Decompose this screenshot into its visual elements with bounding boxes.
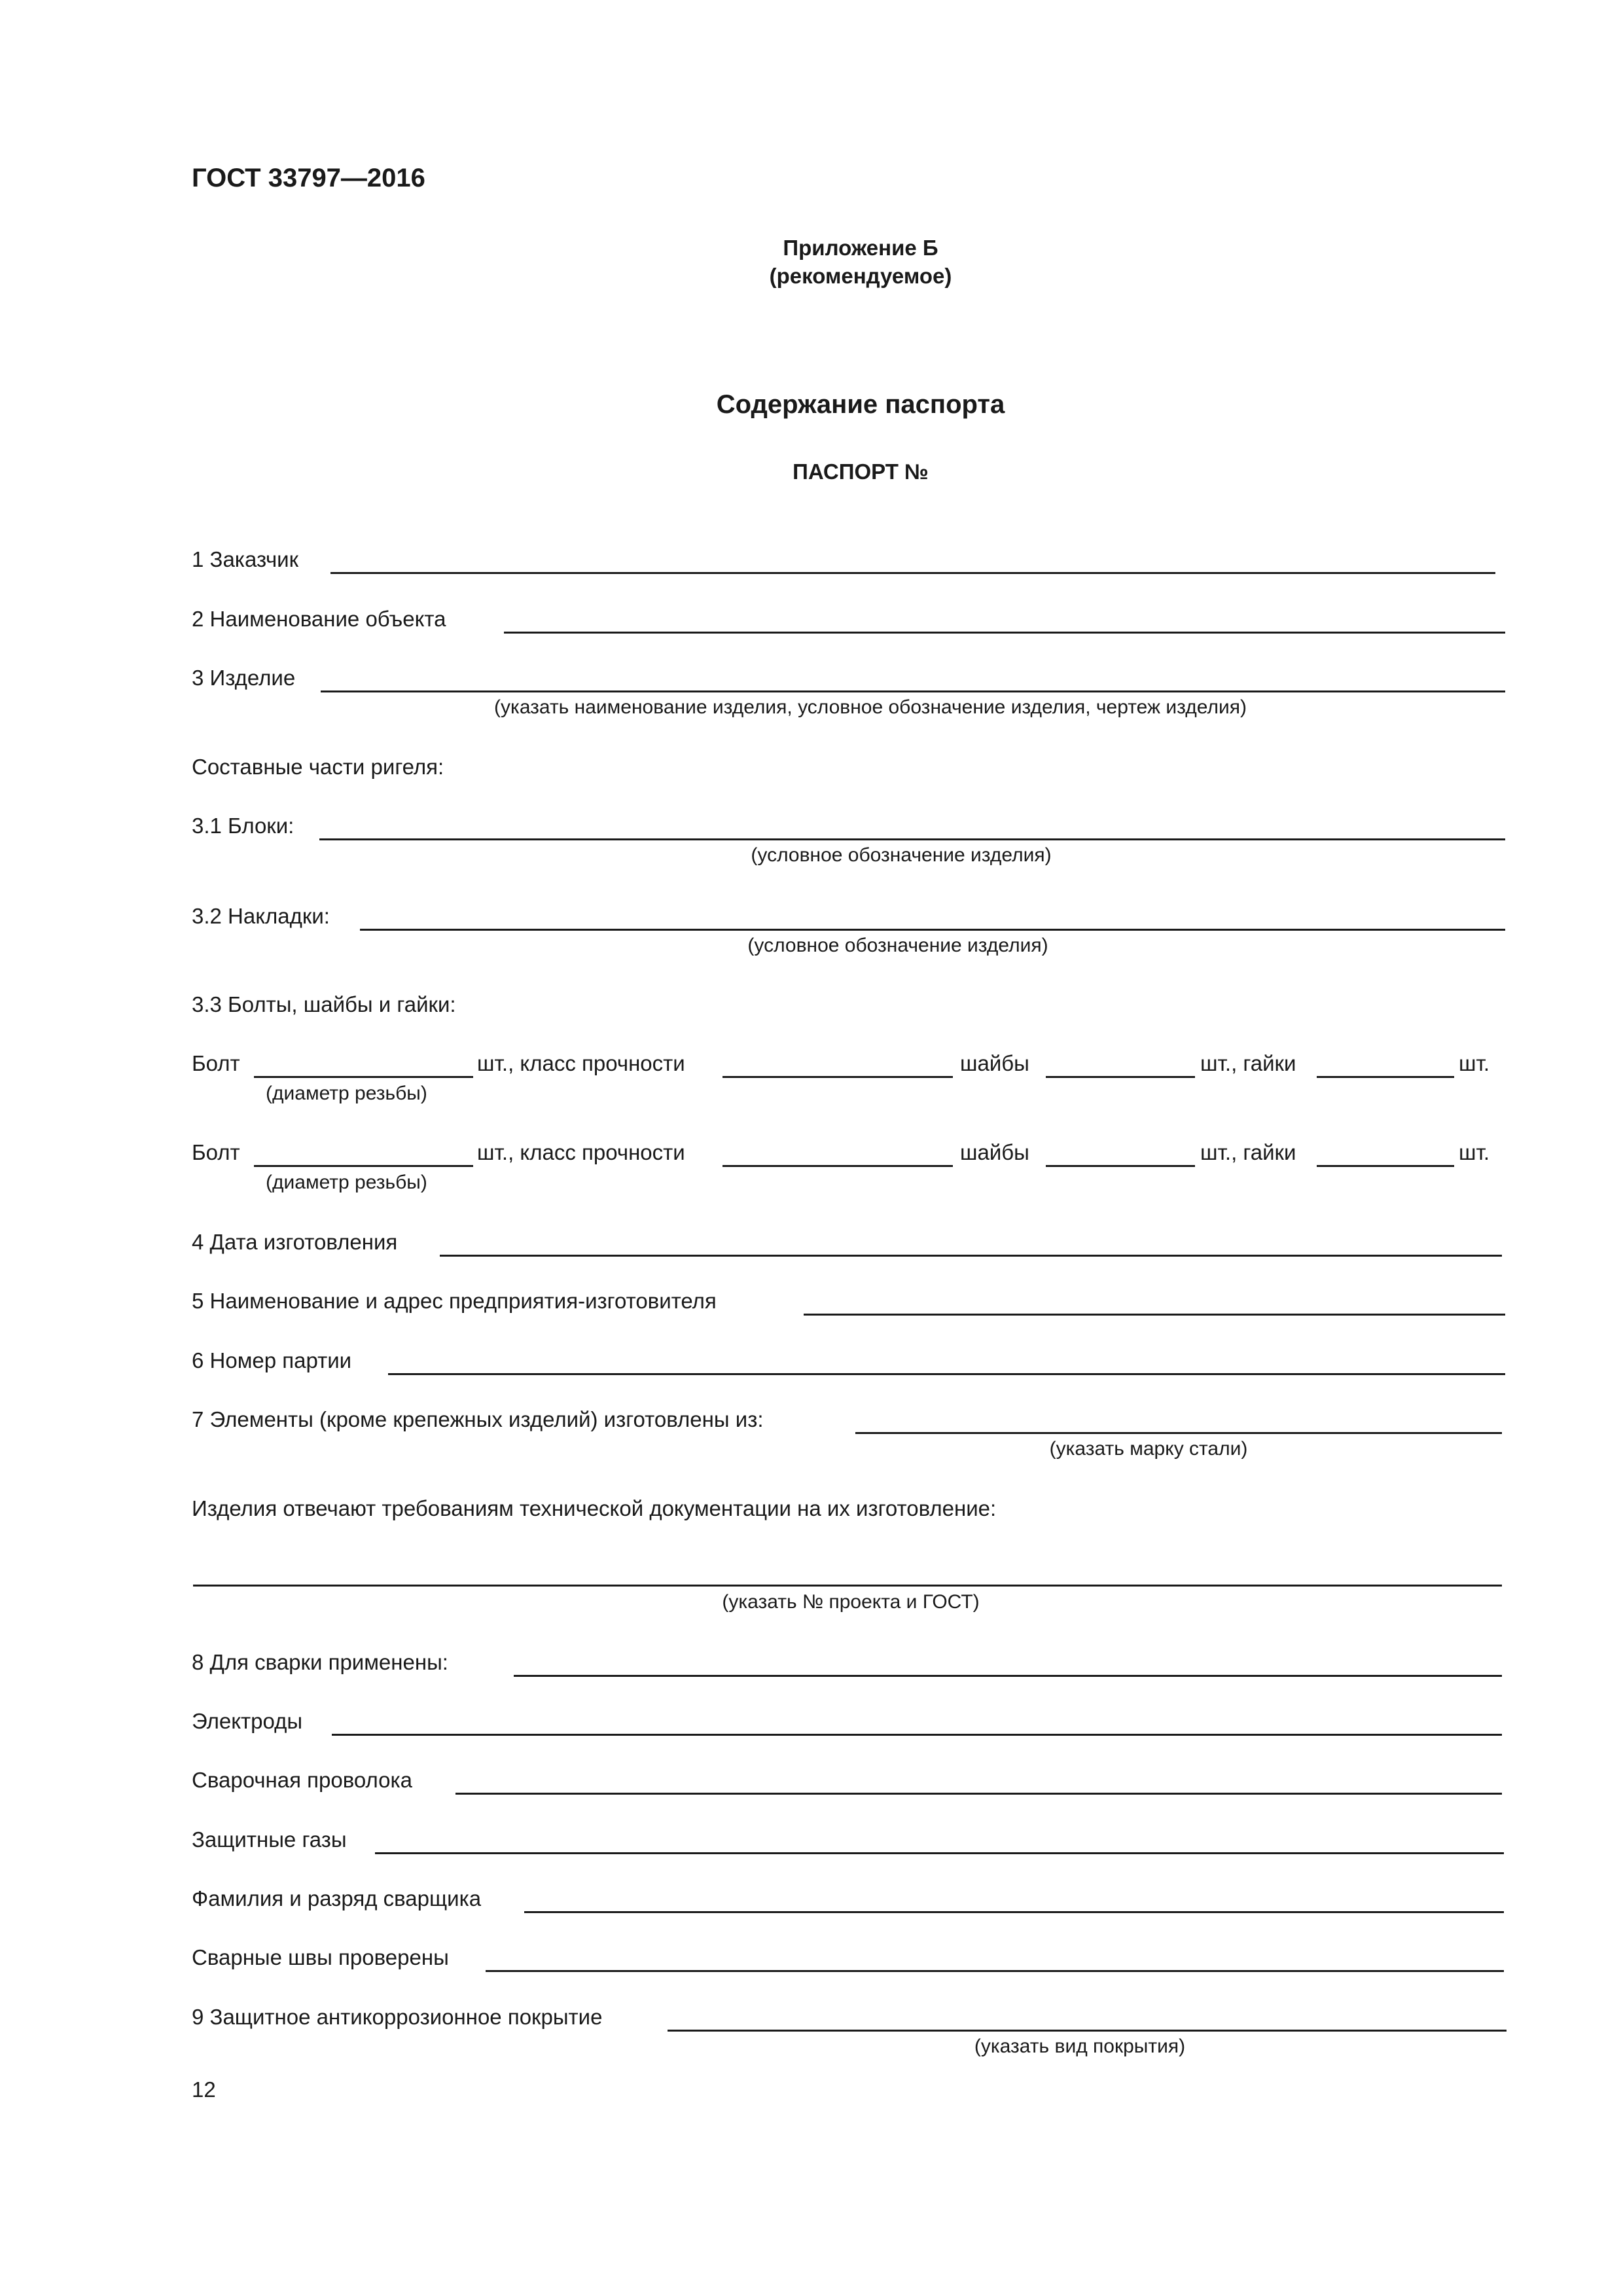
- components-label: Составные части ригеля:: [192, 755, 444, 779]
- material-field[interactable]: [855, 1432, 1502, 1434]
- manufacturer-label: 5 Наименование и адрес предприятия-изготовителя: [192, 1289, 717, 1313]
- batch-label: 6 Номер партии: [192, 1348, 352, 1372]
- compliance-field[interactable]: [193, 1585, 1502, 1587]
- nuts-field[interactable]: [1317, 1076, 1454, 1078]
- welder-field[interactable]: [524, 1911, 1504, 1913]
- pcs-label: шт.: [1459, 1051, 1490, 1075]
- manufacture-date-label: 4 Дата изготовления: [192, 1230, 398, 1254]
- material-label: 7 Элементы (кроме крепежных изделий) изготовлены из:: [192, 1407, 764, 1431]
- plates-label: 3.2 Накладки:: [192, 904, 330, 928]
- welds-checked-label: Сварные швы проверены: [192, 1945, 449, 1969]
- washers-label: шайбы: [960, 1051, 1029, 1075]
- plates-hint: (условное обозначение изделия): [747, 935, 1048, 956]
- wire-field[interactable]: [455, 1793, 1502, 1795]
- object-name-label: 2 Наименование объекта: [192, 607, 446, 631]
- product-label: 3 Изделие: [192, 666, 296, 690]
- compliance-hint: (указать № проекта и ГОСТ): [722, 1591, 980, 1613]
- bolt-diameter-field[interactable]: [254, 1076, 473, 1078]
- coating-label: 9 Защитное антикоррозионное покрытие: [192, 2005, 603, 2029]
- document-id: ГОСТ 33797—2016: [192, 164, 425, 192]
- appendix-status: (рекомендуемое): [769, 264, 952, 288]
- thread-hint: (диаметр резьбы): [266, 1083, 427, 1104]
- customer-label: 1 Заказчик: [192, 547, 299, 571]
- appendix-title: Приложение Б: [783, 236, 938, 260]
- welds-checked-field[interactable]: [486, 1970, 1504, 1972]
- bolt-label: Болт: [192, 1051, 240, 1075]
- wire-label: Сварочная проволока: [192, 1768, 412, 1792]
- page-number: 12: [192, 2077, 216, 2102]
- manufacturer-field[interactable]: [804, 1314, 1505, 1316]
- washers-label: шайбы: [960, 1140, 1029, 1164]
- washers-field[interactable]: [1046, 1165, 1195, 1167]
- blocks-label: 3.1 Блоки:: [192, 814, 294, 838]
- welder-label: Фамилия и разряд сварщика: [192, 1886, 482, 1910]
- coating-hint: (указать вид покрытия): [974, 2036, 1186, 2057]
- gases-field[interactable]: [375, 1852, 1504, 1854]
- bolt-label: Болт: [192, 1140, 240, 1164]
- compliance-label: Изделия отвечают требованиям технической документации на их изготовление:: [192, 1496, 997, 1520]
- nuts-label: шт., гайки: [1200, 1051, 1296, 1075]
- product-field[interactable]: [321, 691, 1505, 692]
- coating-field[interactable]: [668, 2030, 1507, 2032]
- blocks-field[interactable]: [319, 838, 1505, 840]
- product-hint: (указать наименование изделия, условное обозначение изделия, чертеж изделия): [494, 696, 1247, 718]
- gases-label: Защитные газы: [192, 1827, 347, 1852]
- electrodes-label: Электроды: [192, 1709, 303, 1733]
- nuts-field[interactable]: [1317, 1165, 1454, 1167]
- plates-field[interactable]: [360, 929, 1505, 931]
- bolt-strength-field[interactable]: [722, 1165, 953, 1167]
- bolt-pcs-strength-label: шт., класс прочности: [477, 1051, 685, 1075]
- bolt-strength-field[interactable]: [722, 1076, 953, 1078]
- bolt-diameter-field[interactable]: [254, 1165, 473, 1167]
- thread-hint: (диаметр резьбы): [266, 1172, 427, 1193]
- batch-field[interactable]: [388, 1373, 1505, 1375]
- pcs-label: шт.: [1459, 1140, 1490, 1164]
- section-title: Содержание паспорта: [716, 390, 1005, 419]
- washers-field[interactable]: [1046, 1076, 1195, 1078]
- material-hint: (указать марку стали): [1049, 1438, 1248, 1460]
- passport-title: ПАСПОРТ №: [793, 459, 929, 484]
- welding-field[interactable]: [514, 1675, 1502, 1677]
- object-name-field[interactable]: [504, 632, 1505, 634]
- nuts-label: шт., гайки: [1200, 1140, 1296, 1164]
- welding-label: 8 Для сварки применены:: [192, 1650, 448, 1674]
- fasteners-label: 3.3 Болты, шайбы и гайки:: [192, 992, 456, 1016]
- manufacture-date-field[interactable]: [440, 1255, 1502, 1257]
- bolt-pcs-strength-label: шт., класс прочности: [477, 1140, 685, 1164]
- electrodes-field[interactable]: [332, 1734, 1502, 1736]
- blocks-hint: (условное обозначение изделия): [751, 844, 1052, 866]
- customer-field[interactable]: [330, 572, 1495, 574]
